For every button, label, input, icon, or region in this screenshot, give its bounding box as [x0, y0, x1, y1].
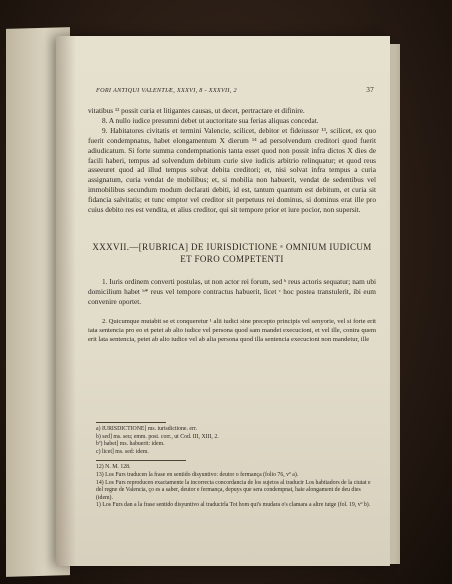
- paragraph-section-1: 1. Iuris ordinem converti postulas, ut non actor rei forum, sed ᵇ reus actoris sequatur; nam ubi domicilium habet ᵇ* reus vel tempore contractus habuerit, licet ᶜ hoc postea transtulerit, ibi eum convenire oportet.: [88, 276, 376, 306]
- page-gutter-shadow: [56, 36, 76, 566]
- paragraph-section-2: 2. Quicumque mutabit se et conqueretur ¹ alii iudici sine precepto principis vel senyorie, vel si forte erit iata sentencia pro eo et petet ab alio iudice vel persona quod sam mandet execucioni, et vel ille, contra quem erit lata sentencia, petet ab alio iudice vel ab alia persona quod illa sentencia execucioni non mandetur, ille: [88, 317, 376, 344]
- footnote-13: 13) Los Furs traducen la frase en sentido disyuntivo: deutor o fermança (folio 76, vº a).: [96, 471, 299, 478]
- page-number: 37: [366, 86, 374, 94]
- footnote-12: 12) N. M. 128.: [96, 464, 131, 471]
- paragraph-9: 9. Habitatores civitatis et termini Valencie, scilicet, debitor et fideiussor ¹³, scilicet, ex quo fuerit condempnatus, habet elongamentum X dierum ¹⁴ ad persolvendum creditori quod fuerit adiudicatum. Si forte summa condempnationis tanta esset quod non possit infra dictos X dies de facili haberi, tempus ad solvendum debitum curie sive iudicis arbitrio relinquatur; et quod reus asseeuret quod ad illud tempus solvat debita creditori; et, nisi solvat infra tempus a curia assignatum, curia vendat de mobilibus; et, si mobilia non habuerit, vendat de sedentibus vel immobilibus secundum modum declarati debiti, id est, tantum quantum est debitum, et curia sit fidancia salvitatis; et tunc emptor vel creditor sit perpetuus rei dominus, si dominus erat ille pro cuius debito res est vendita, et alius creditor, qui sit tempore prior et iure pocior, non supersit.: [88, 125, 376, 215]
- page-body: [88, 106, 376, 345]
- footnote-a: a) IURISDICTIONE] ms. iurisdictione. err.: [96, 426, 197, 432]
- footnote-1: 1) Los Furs dan a la frase sentido disyuntivo al traducirla Tot hom qui's mudara o's clamara a altre iutge (fol. 19, vº b).: [96, 502, 371, 509]
- footnote-14: 14) Los Furs reproducen exactamente la incorrecta concordancia de los sujetos al traducir Los habitadors de la ciutat e del regne de Valencia, ço es a saber, deutor e fermança, depuys que sera condempnat, haie alongament de deu dies (idem).: [96, 479, 371, 501]
- footnotes: [96, 422, 376, 510]
- book-page: [56, 36, 390, 566]
- running-head: [96, 86, 374, 96]
- running-head-title: FORI ANTIQUI VALENTIÆ, XXXVI, 8 - XXXVII, 2: [96, 87, 237, 94]
- footnote-rule-2: [96, 460, 186, 461]
- paragraph-continuation: vitatibus ¹² possit curia et litigantes causas, ut decet, pertractare et difinire.: [88, 106, 305, 115]
- footnote-rule: [96, 422, 166, 423]
- footnote-b2: bª) habet] ms. habuerit: idem.: [96, 441, 165, 448]
- footnote-b: b) sed] ms. seu; emm. post. corr., ut Cod. III, XIII, 2.: [96, 433, 219, 440]
- footnote-c: c) licet] ms. sed: idem.: [96, 448, 149, 455]
- section-heading: XXXVII.—[RUBRICA] DE IURISDICTIONE ᵃ OMNIUM IUDICUM ET FORO COMPETENTI: [92, 241, 372, 264]
- paragraph-8: 8. A nullo iudice presumni debet ut auctoritate sua ferias aliquas concedat.: [102, 115, 319, 125]
